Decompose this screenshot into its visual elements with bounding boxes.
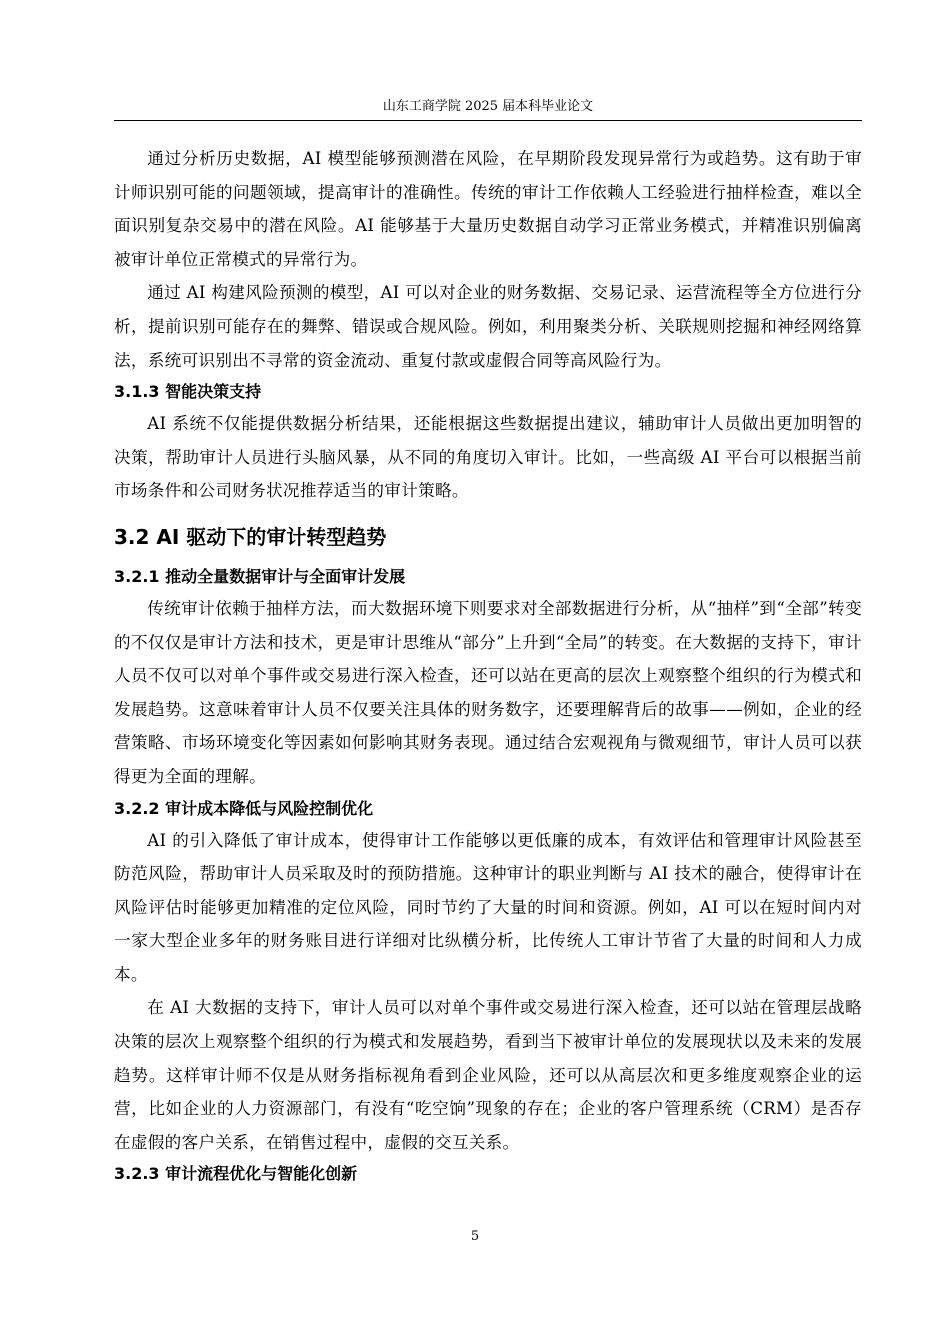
heading-3-2-2: 3.2.2 审计成本降低与风险控制优化 [114,798,374,818]
paragraph-risk-model: 通过 AI 构建风险预测的模型，AI 可以对企业的财务数据、交易记录、运营流程等全方位进行分析，提前识别可能存在的舞弊、错误或合规风险。例如，利用聚类分析、关联规则挖掘和神经网络算法，系统可识别出不寻常的资金流动、重复付款或虚假合同等高风险行为。 [114,283,862,370]
heading-3-2-1: 3.2.1 推动全量数据审计与全面审计发展 [114,566,406,586]
paragraph-risk-prediction: 通过分析历史数据，AI 模型能够预测潜在风险，在早期阶段发现异常行为或趋势。这有助于审计师识别可能的问题领域，提高审计的准确性。传统的审计工作依赖人工经验进行抽样检查，难以全面识别复杂交易中的潜在风险。AI 能够基于大量历史数据自动学习正常业务模式，并精准识别偏离被审计单位正常模式的异常行为。 [114,149,862,269]
heading-3-2-3: 3.2.3 审计流程优化与智能化创新 [114,1164,358,1184]
heading-3-1-3: 3.1.3 智能决策支持 [114,382,262,402]
running-header: 山东工商学院 2025 届本科毕业论文 [382,99,594,114]
header-divider [114,120,862,121]
paragraph-cost-reduction: AI 的引入降低了审计成本，使得审计工作能够以更低廉的成本，有效评估和管理审计风险甚至防范风险，帮助审计人员采取及时的预防措施。这种审计的职业判断与 AI 技术的融合，使得审计在风险评估时能够更加精准的定位风险，同时节约了大量的时间和资源。例如，AI 可以在短时间内对一家大型企业多年的财务账目进行详细对比纵横分析，比传统人工审计节省了大量的时间和人力成本。 [114,830,862,984]
page-body [114,142,862,1189]
paragraph-big-data-support: 在 AI 大数据的支持下，审计人员可以对单个事件或交易进行深入检查，还可以站在管理层战略决策的层次上观察整个组织的行为模式和发展趋势，看到当下被审计单位的发展现状以及未来的发展趋势。这样审计师不仅是从财务指标视角看到企业风险，还可以从高层次和更多维度观察企业的运营，比如企业的人力资源部门，有没有“吃空饷”现象的存在；企业的客户管理系统（CRM）是否存在虚假的客户关系，在销售过程中，虚假的交互关系。 [114,998,862,1152]
heading-3-2: 3.2 AI 驱动下的审计转型趋势 [114,524,387,549]
paragraph-decision-support: AI 系统不仅能提供数据分析结果，还能根据这些数据提出建议，辅助审计人员做出更加明智的决策，帮助审计人员进行头脑风暴，从不同的角度切入审计。比如，一些高级 AI 平台可以根据当前市场条件和公司财务状况推荐适当的审计策略。 [114,414,862,501]
paragraph-full-data-audit: 传统审计依赖于抽样方法，而大数据环境下则要求对全部数据进行分析，从“抽样”到“全部”转变的不仅仅是审计方法和技术，更是审计思维从“部分”上升到“全局”的转变。在大数据的支持下，审计人员不仅可以对单个事件或交易进行深入检查，还可以站在更高的层次上观察整个组织的行为模式和发展趋势。这意味着审计人员不仅要关注具体的财务数字，还要理解背后的故事——例如，企业的经营策略、市场环境变化等因素如何影响其财务表现。通过结合宏观视角与微观细节，审计人员可以获得更为全面的理解。 [114,598,862,786]
page-number: 5 [470,1229,480,1244]
